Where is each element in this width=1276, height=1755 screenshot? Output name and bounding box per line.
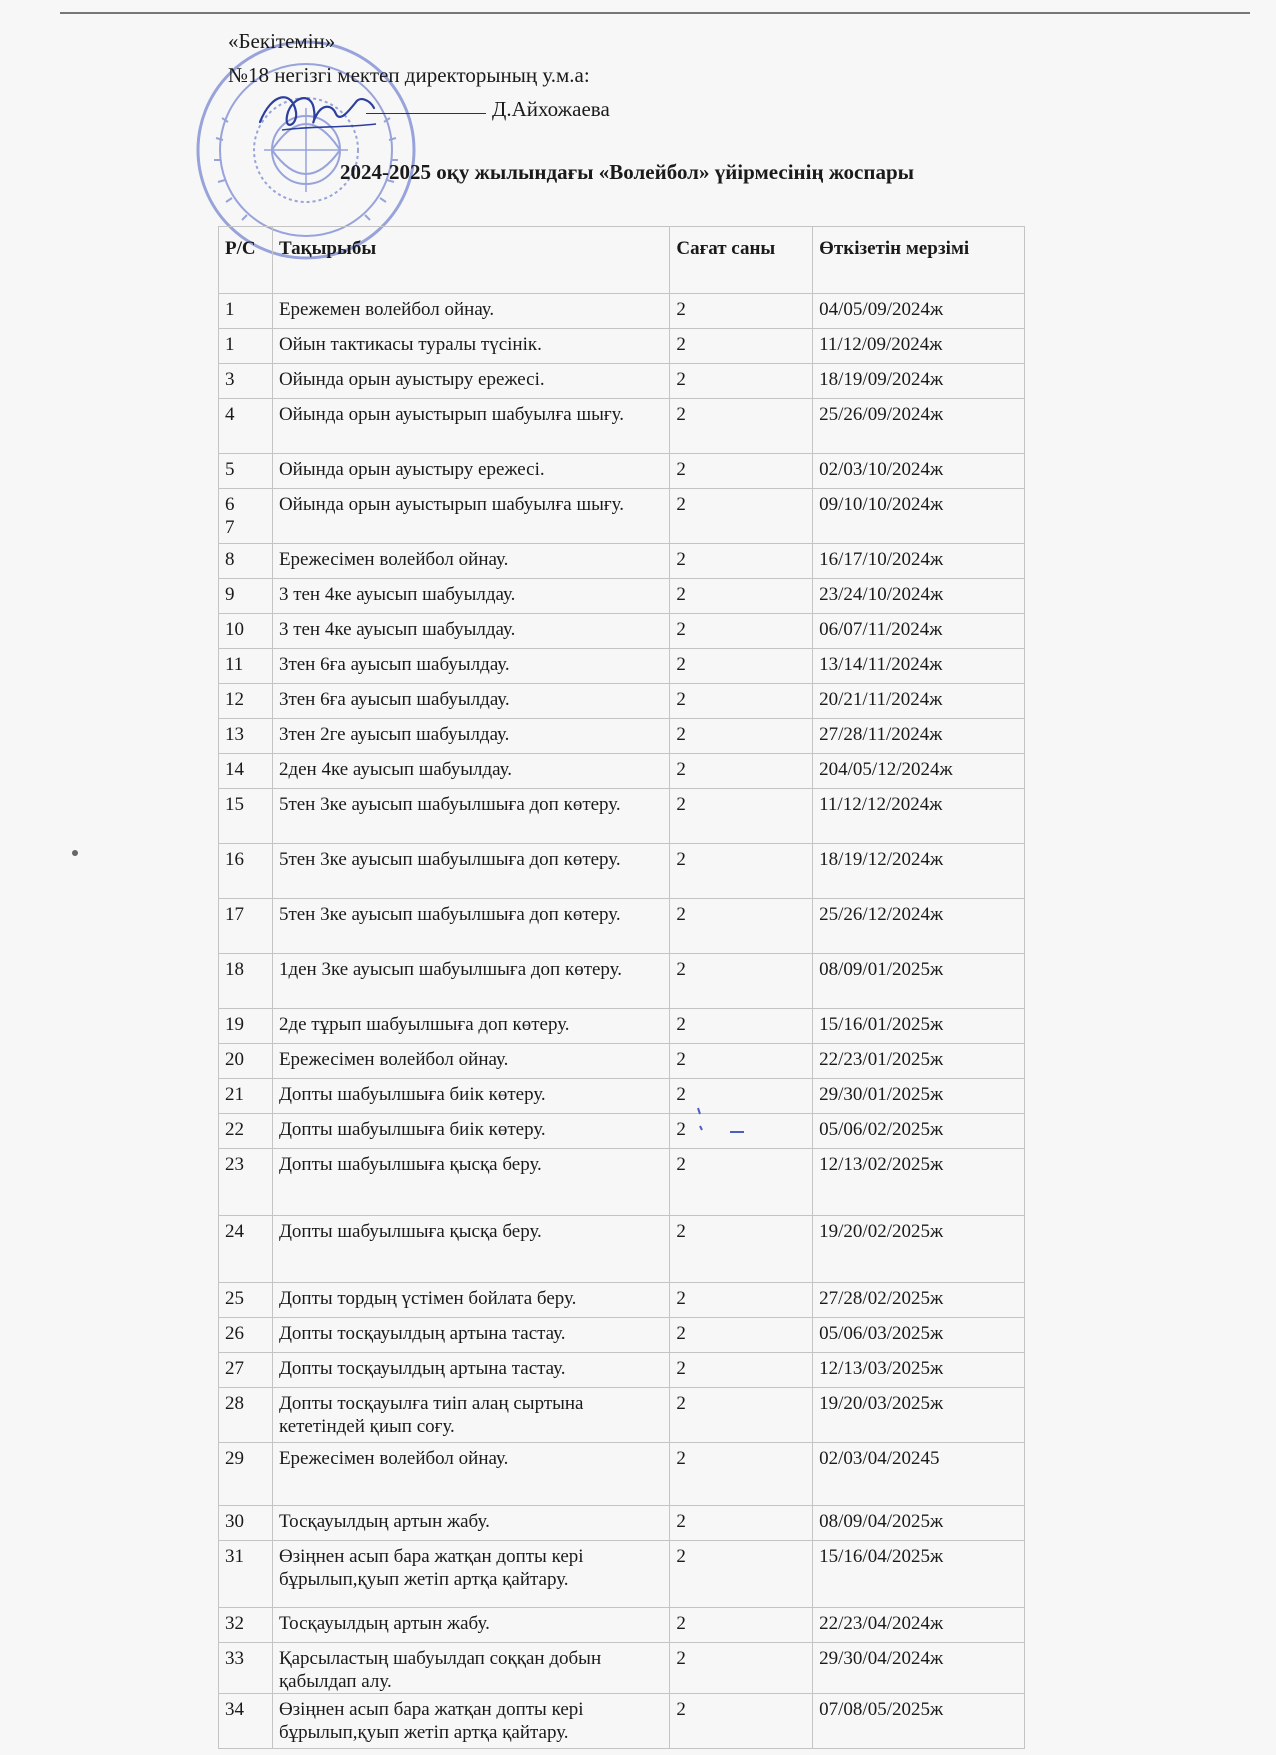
table-row <box>219 614 1025 649</box>
row-hours-cell: 2 <box>670 1009 813 1044</box>
row-topic-cell: Допты тосқауылға тиіп алаң сыртына кететіндей қиып соғу. <box>272 1388 669 1443</box>
row-topic-cell: Ойында орын ауыстырып шабуылға шығу. <box>272 399 669 454</box>
approval-block <box>228 24 610 126</box>
row-hours-cell: 2 <box>670 399 813 454</box>
table-body <box>219 294 1025 1749</box>
row-date-cell: 19/20/03/2025ж <box>813 1388 1025 1443</box>
plan-table <box>218 226 1025 1749</box>
row-number-cell: 21 <box>219 1079 273 1114</box>
row-hours-cell: 2 <box>670 614 813 649</box>
row-date-cell: 13/14/11/2024ж <box>813 649 1025 684</box>
row-number-cell: 32 <box>219 1608 273 1643</box>
row-hours-cell: 2 <box>670 1541 813 1608</box>
table-row <box>219 1114 1025 1149</box>
row-topic-cell: Қарсыластың шабуылдап соққан добын қабылдап алу. <box>272 1643 669 1694</box>
table-row <box>219 649 1025 684</box>
row-number-cell: 12 <box>219 684 273 719</box>
row-topic-cell: Өзіңнен асып бара жатқан допты кері бұрылып,қуып жетіп артқа қайтару. <box>272 1541 669 1608</box>
row-hours-cell: 2 <box>670 954 813 1009</box>
row-date-cell: 23/24/10/2024ж <box>813 579 1025 614</box>
row-date-cell: 04/05/09/2024ж <box>813 294 1025 329</box>
row-topic-cell: 1ден 3ке ауысып шабуылшыға доп көтеру. <box>272 954 669 1009</box>
row-hours-cell: 2 <box>670 1216 813 1283</box>
row-topic-cell: 5тен 3ке ауысып шабуылшыға доп көтеру. <box>272 844 669 899</box>
row-topic-cell: Тосқауылдың артын жабу. <box>272 1506 669 1541</box>
row-date-cell: 25/26/12/2024ж <box>813 899 1025 954</box>
table-row <box>219 1353 1025 1388</box>
row-hours-cell: 2 <box>670 1608 813 1643</box>
row-topic-cell: Ойында орын ауыстыру ережесі. <box>272 454 669 489</box>
row-hours-cell: 2 <box>670 1388 813 1443</box>
row-topic-cell: 2ден 4ке ауысып шабуылдау. <box>272 754 669 789</box>
row-number-cell: 31 <box>219 1541 273 1608</box>
row-hours-cell: 2 <box>670 844 813 899</box>
row-topic-cell: Допты шабуылшыға биік көтеру. <box>272 1114 669 1149</box>
table-row <box>219 1694 1025 1749</box>
row-number-cell: 1 <box>219 329 273 364</box>
row-number-cell: 28 <box>219 1388 273 1443</box>
row-topic-cell: Өзіңнен асып бара жатқан допты кері бұрылып,қуып жетіп артқа қайтару. <box>272 1694 669 1749</box>
row-topic-cell: 2де тұрып шабуылшыға доп көтеру. <box>272 1009 669 1044</box>
row-topic-cell: Ережесімен волейбол ойнау. <box>272 1044 669 1079</box>
row-date-cell: 08/09/01/2025ж <box>813 954 1025 1009</box>
row-hours-cell: 2 <box>670 684 813 719</box>
table-row <box>219 544 1025 579</box>
row-number-cell: 11 <box>219 649 273 684</box>
table-row <box>219 1149 1025 1216</box>
row-number-cell: 3 <box>219 364 273 399</box>
row-hours-cell: 2 <box>670 1114 813 1149</box>
row-date-cell: 07/08/05/2025ж <box>813 1694 1025 1749</box>
table-row <box>219 329 1025 364</box>
row-date-cell: 02/03/10/2024ж <box>813 454 1025 489</box>
row-hours-cell: 2 <box>670 1044 813 1079</box>
row-number-cell: 1 <box>219 294 273 329</box>
table-row <box>219 789 1025 844</box>
row-date-cell: 08/09/04/2025ж <box>813 1506 1025 1541</box>
row-topic-cell: 3 тен 4ке ауысып шабуылдау. <box>272 614 669 649</box>
row-date-cell: 27/28/02/2025ж <box>813 1283 1025 1318</box>
row-topic-cell: 5тен 3ке ауысып шабуылшыға доп көтеру. <box>272 789 669 844</box>
page-top-edge <box>60 12 1250 14</box>
row-date-cell: 22/23/04/2024ж <box>813 1608 1025 1643</box>
table-row <box>219 1009 1025 1044</box>
row-number-cell: 20 <box>219 1044 273 1079</box>
row-topic-cell: Ережемен волейбол ойнау. <box>272 294 669 329</box>
row-topic-cell: Допты шабуылшыға қысқа беру. <box>272 1149 669 1216</box>
table-row <box>219 899 1025 954</box>
row-hours-cell: 2 <box>670 1079 813 1114</box>
table-row <box>219 1506 1025 1541</box>
table-row <box>219 579 1025 614</box>
row-topic-cell: Ережесімен волейбол ойнау. <box>272 1443 669 1506</box>
table-header-row <box>219 227 1025 294</box>
row-date-cell: 02/03/04/20245 <box>813 1443 1025 1506</box>
table-row <box>219 844 1025 899</box>
approve-label: «Бекітемін» <box>228 29 336 53</box>
row-topic-cell: Ойында орын ауыстырып шабуылға шығу. <box>272 489 669 544</box>
row-date-cell: 12/13/03/2025ж <box>813 1353 1025 1388</box>
row-topic-cell: Ойын тактикасы туралы түсінік. <box>272 329 669 364</box>
row-date-cell: 18/19/09/2024ж <box>813 364 1025 399</box>
row-date-cell: 25/26/09/2024ж <box>813 399 1025 454</box>
header-number: Р/С <box>219 227 273 294</box>
row-date-cell: 12/13/02/2025ж <box>813 1149 1025 1216</box>
row-number-cell: 30 <box>219 1506 273 1541</box>
row-topic-cell: 3 тен 4ке ауысып шабуылдау. <box>272 579 669 614</box>
row-date-cell: 11/12/12/2024ж <box>813 789 1025 844</box>
row-hours-cell: 2 <box>670 1694 813 1749</box>
row-topic-cell: Допты шабуылшыға биік көтеру. <box>272 1079 669 1114</box>
row-number-cell: 26 <box>219 1318 273 1353</box>
row-number-cell: 4 <box>219 399 273 454</box>
row-number-cell: 6 7 <box>219 489 273 544</box>
row-date-cell: 20/21/11/2024ж <box>813 684 1025 719</box>
row-hours-cell: 2 <box>670 544 813 579</box>
row-topic-cell: Допты шабуылшыға қысқа беру. <box>272 1216 669 1283</box>
row-number-cell: 24 <box>219 1216 273 1283</box>
row-number-cell: 15 <box>219 789 273 844</box>
row-hours-cell: 2 <box>670 1318 813 1353</box>
ink-marks-icon <box>690 1096 750 1140</box>
row-hours-cell: 2 <box>670 1443 813 1506</box>
table-row <box>219 294 1025 329</box>
row-date-cell: 18/19/12/2024ж <box>813 844 1025 899</box>
table-row <box>219 454 1025 489</box>
row-topic-cell: Тосқауылдың артын жабу. <box>272 1608 669 1643</box>
ink-dot-icon <box>70 848 80 858</box>
table-row <box>219 1044 1025 1079</box>
table-row <box>219 1541 1025 1608</box>
table-row <box>219 1643 1025 1694</box>
row-topic-cell: Ойында орын ауыстыру ережесі. <box>272 364 669 399</box>
row-date-cell: 29/30/01/2025ж <box>813 1079 1025 1114</box>
row-hours-cell: 2 <box>670 1353 813 1388</box>
row-number-cell: 23 <box>219 1149 273 1216</box>
row-number-cell: 9 <box>219 579 273 614</box>
table-row <box>219 719 1025 754</box>
row-date-cell: 05/06/03/2025ж <box>813 1318 1025 1353</box>
row-date-cell: 19/20/02/2025ж <box>813 1216 1025 1283</box>
director-title: №18 негізгі мектеп директорының у.м.а: <box>228 63 590 87</box>
row-hours-cell: 2 <box>670 1283 813 1318</box>
row-number-cell: 16 <box>219 844 273 899</box>
row-hours-cell: 2 <box>670 899 813 954</box>
row-hours-cell: 2 <box>670 789 813 844</box>
director-signature-row <box>228 92 610 126</box>
table-row <box>219 1283 1025 1318</box>
row-date-cell: 15/16/04/2025ж <box>813 1541 1025 1608</box>
table-row <box>219 754 1025 789</box>
row-topic-cell: Допты тосқауылдың артына тастау. <box>272 1353 669 1388</box>
row-hours-cell: 2 <box>670 1643 813 1694</box>
row-date-cell: 204/05/12/2024ж <box>813 754 1025 789</box>
row-hours-cell: 2 <box>670 294 813 329</box>
row-hours-cell: 2 <box>670 364 813 399</box>
table-row <box>219 684 1025 719</box>
row-number-cell: 17 <box>219 899 273 954</box>
row-topic-cell: 3тен 6ға ауысып шабуылдау. <box>272 684 669 719</box>
table-row <box>219 1216 1025 1283</box>
row-hours-cell: 2 <box>670 454 813 489</box>
row-date-cell: 11/12/09/2024ж <box>813 329 1025 364</box>
row-number-cell: 10 <box>219 614 273 649</box>
row-date-cell: 09/10/10/2024ж <box>813 489 1025 544</box>
table-row <box>219 1388 1025 1443</box>
row-topic-cell: Допты тордың үстімен бойлата беру. <box>272 1283 669 1318</box>
row-number-cell: 34 <box>219 1694 273 1749</box>
row-number-cell: 5 <box>219 454 273 489</box>
row-date-cell: 06/07/11/2024ж <box>813 614 1025 649</box>
table-row <box>219 954 1025 1009</box>
row-topic-cell: Ережесімен волейбол ойнау. <box>272 544 669 579</box>
table-row <box>219 489 1025 544</box>
row-number-cell: 33 <box>219 1643 273 1694</box>
row-hours-cell: 2 <box>670 579 813 614</box>
row-date-cell: 15/16/01/2025ж <box>813 1009 1025 1044</box>
table-row <box>219 1079 1025 1114</box>
row-hours-cell: 2 <box>670 1506 813 1541</box>
row-date-cell: 29/30/04/2024ж <box>813 1643 1025 1694</box>
signature-line <box>366 113 486 114</box>
row-date-cell: 27/28/11/2024ж <box>813 719 1025 754</box>
table-row <box>219 1443 1025 1506</box>
row-hours-cell: 2 <box>670 329 813 364</box>
table-row <box>219 399 1025 454</box>
header-topic: Тақырыбы <box>272 227 669 294</box>
table-row <box>219 364 1025 399</box>
row-hours-cell: 2 <box>670 489 813 544</box>
director-name: Д.Айхожаева <box>492 97 610 121</box>
row-number-cell: 13 <box>219 719 273 754</box>
row-hours-cell: 2 <box>670 719 813 754</box>
table-row <box>219 1608 1025 1643</box>
row-date-cell: 16/17/10/2024ж <box>813 544 1025 579</box>
row-date-cell: 05/06/02/2025ж <box>813 1114 1025 1149</box>
row-number-cell: 19 <box>219 1009 273 1044</box>
row-hours-cell: 2 <box>670 754 813 789</box>
row-topic-cell: 5тен 3ке ауысып шабуылшыға доп көтеру. <box>272 899 669 954</box>
row-topic-cell: 3тен 6ға ауысып шабуылдау. <box>272 649 669 684</box>
row-number-cell: 14 <box>219 754 273 789</box>
row-number-cell: 18 <box>219 954 273 1009</box>
row-number-cell: 8 <box>219 544 273 579</box>
row-number-cell: 27 <box>219 1353 273 1388</box>
table-row <box>219 1318 1025 1353</box>
row-hours-cell: 2 <box>670 1149 813 1216</box>
document-title: 2024-2025 оқу жылындағы «Волейбол» үйірмесінің жоспары <box>340 160 915 184</box>
header-date: Өткізетін мерзімі <box>813 227 1025 294</box>
row-topic-cell: Допты тосқауылдың артына тастау. <box>272 1318 669 1353</box>
row-hours-cell: 2 <box>670 649 813 684</box>
row-topic-cell: 3тен 2ге ауысып шабуылдау. <box>272 719 669 754</box>
row-date-cell: 22/23/01/2025ж <box>813 1044 1025 1079</box>
row-number-cell: 25 <box>219 1283 273 1318</box>
row-number-cell: 22 <box>219 1114 273 1149</box>
header-hours: Сағат саны <box>670 227 813 294</box>
row-number-cell: 29 <box>219 1443 273 1506</box>
